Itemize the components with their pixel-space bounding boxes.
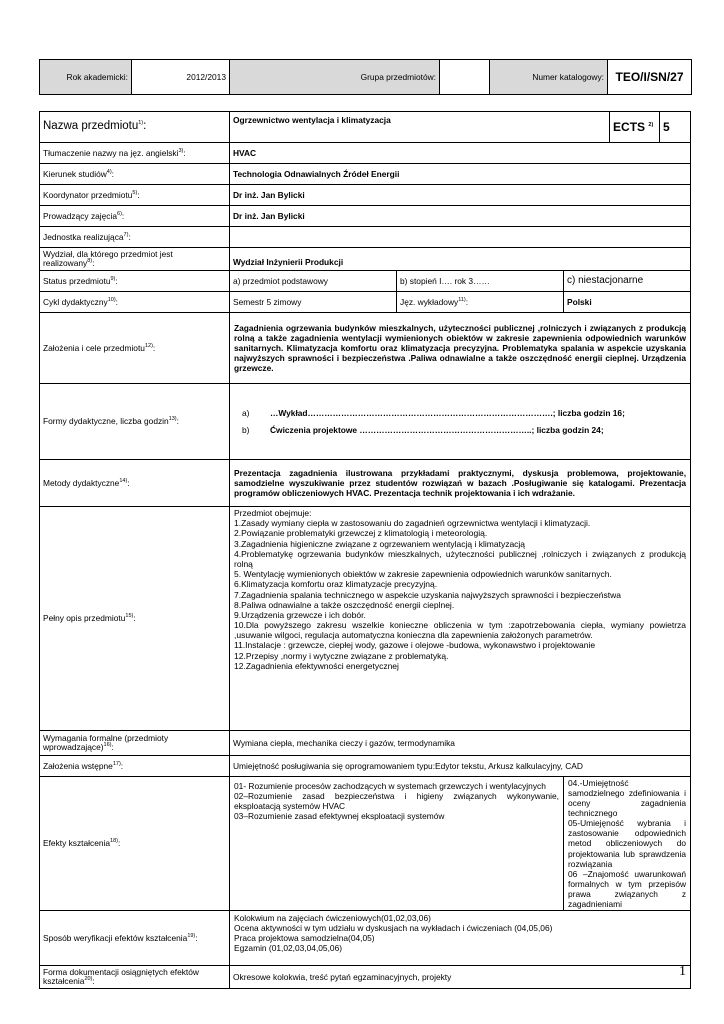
methods-label: Metody dydaktyczne$^{14)}$: (40, 460, 230, 507)
full-description-item: 3.Zagadnienia higieniczne związane z ogrzewaniem wentylacją i klimatyzacją (234, 538, 526, 549)
forms-item-b (234, 425, 686, 435)
status-label: Status przedmiotu$^{9)}$: (40, 271, 230, 292)
coordinator-row (40, 185, 691, 206)
methods-row (40, 460, 691, 507)
course-name-row (40, 112, 691, 143)
full-description-label: Pełny opis przedmiotu$^{15)}$: (40, 507, 230, 731)
teacher-value: Dr inż. Jan Bylicki (230, 206, 691, 227)
full-description-item: 8.Paliwa odnawialne a także oszczędność energii cieplnej. (234, 599, 455, 610)
goals-row (40, 313, 691, 384)
outcomes-label: Efekty kształcenia$^{18)}$: (40, 777, 230, 911)
full-description-intro: Przedmiot obejmuje: (234, 508, 312, 518)
documentation-row (40, 966, 691, 989)
full-description-item: 10.Dla powyższego zakresu wszelkie konieczne obliczenia w tym :zapotrzebowania ciepła, wymiany powietrza ,usuwanie wilgoci, regulacja automatyczna konieczna dla zapewnienia założonych parametrów. (234, 620, 687, 641)
verification-item: Praca projektowa samodzielna(04,05) (234, 933, 375, 944)
prerequisites-label: Założenia wstępne$^{17)}$: (40, 756, 230, 777)
coordinator-label: Koordynator przedmiotu$^{5)}$: (40, 185, 230, 206)
coordinator-value: Dr inż. Jan Bylicki (230, 185, 691, 206)
field-label: Kierunek studiów$^{4)}$: (40, 164, 230, 185)
cycle-row (40, 292, 691, 313)
field-value: Technologia Odnawialnych Źródeł Energii (230, 164, 691, 185)
catalog-number-label: Numer katalogowy: (490, 60, 608, 95)
cycle-value: Semestr 5 zimowy (230, 292, 397, 313)
full-description-item: 11.Instalacje : grzewcze, ciepłej wody, gazowe i olejowe -budowa, wykonawstwo i projektowanie (234, 640, 596, 651)
status-mode: c) niestacjonarne (564, 271, 691, 292)
goals-label: Założenia i cele przedmiotu$^{12)}$: (40, 313, 230, 384)
forms-item-a (234, 408, 686, 418)
unit-value (230, 227, 691, 248)
outcomes-right-cell (564, 777, 691, 911)
translation-label: Tłumaczenie nazwy na jęz. angielski$^{3)}$: (40, 143, 230, 164)
requirements-value: Wymiana ciepła, mechanika cieczy i gazów, termodynamika (230, 731, 691, 756)
full-description-row (40, 507, 691, 731)
methods-text: Prezentacja zagadnienia ilustrowana przykładami praktycznymi, dyskusja problemowa, projektowanie, samodzielne wyszukiwanie przez studentów rozwiązań w bazach .Posługiwanie się katalogami. Prezentacja programów obliczeniowych HVAC. Prezentacja technik projektowania i ich wdrażanie. (230, 460, 691, 507)
documentation-value: Okresowe kolokwia, treść pytań egzaminacyjnych, projekty (230, 966, 691, 989)
full-description-item: 2.Powiązanie problematyki grzewczej z klimatologią i meteorologią. (234, 528, 488, 539)
page-number: 1 (679, 964, 686, 979)
status-basic: a) przedmiot podstawowy (230, 271, 397, 292)
verification-item: Kolokwium na zajęciach ćwiczeniowych(01,02,03,06) (234, 913, 431, 924)
outcome-item: 06 –Znajomość uwarunkowań formalnych w tym przepisów prawa związanych z zagadnieniami (568, 868, 687, 909)
status-row (40, 271, 691, 292)
prerequisites-value: Umiejętność posługiwania się oprogramowaniem typu:Edytor tekstu, Arkusz kalkulacyjny, CAD (230, 756, 691, 777)
faculty-row (40, 248, 691, 271)
documentation-label: Forma dokumentacji osiągniętych efektów kształcenia$^{20)}$: (40, 966, 230, 989)
prerequisites-row (40, 756, 691, 777)
forms-row (40, 384, 691, 460)
verification-list (234, 913, 686, 953)
full-description-item: 9.Urządzenia grzewcze i ich dobór. (234, 609, 366, 620)
outcomes-left-cell (230, 777, 564, 911)
full-description-cell (230, 507, 691, 731)
academic-year-label: Rok akademicki: (40, 60, 132, 95)
course-group-value (440, 60, 490, 95)
faculty-label: Wydział, dla którego przedmiot jest realizowany$^{8)}$: (40, 248, 230, 271)
unit-label: Jednostka realizująca$^{7)}$: (40, 227, 230, 248)
status-level: b) stopień I…. rok 3…… (397, 271, 564, 292)
cycle-label: Cykl dydaktyczny$^{10)}$: (40, 292, 230, 313)
verification-item: Ocena aktywności w tym udziału w dyskusjach na wykładach i ćwiczeniach (04,05,06) (234, 923, 553, 934)
outcome-item: 01- Rozumienie procesów zachodzących w systemach grzewczych i wentylacyjnych (234, 781, 546, 791)
language-value: Polski (564, 292, 691, 313)
translation-value: HVAC (230, 143, 691, 164)
forms-item-a-marker: a) (242, 408, 250, 419)
unit-row (40, 227, 691, 248)
full-description-item: 4.Problematykę ogrzewania budynków mieszkalnych, użyteczności publicznej ,rolniczych i związanych z produkcją rolną (234, 548, 687, 569)
forms-label: Formy dydaktyczne, liczba godzin$^{13)}$: (40, 384, 230, 460)
outcomes-row (40, 777, 691, 911)
verification-cell (230, 911, 691, 966)
outcome-item: 04.-Umiejętność samodzielnego zdefiniowania i oceny zagadnienia technicznego (568, 778, 687, 819)
outcome-item: 05-Umiejęność wybrania i zastosowanie odpowiednich metod obliczeniowych do projektowania lub sprawdzenia rozwiązania (568, 818, 687, 869)
full-description-item: 12.Przepisy ,normy i wytyczne związane z problematyką. (234, 650, 449, 661)
forms-cell (230, 384, 691, 460)
full-description-item: 1.Zasady wymiany ciepła w zastosowaniu do zagadnień ogrzewnictwa wentylacji i klimatyzacji. (234, 518, 591, 529)
course-name-value: Ogrzewnictwo wentylacja i klimatyzacja (230, 112, 610, 143)
course-group-label: Grupa przedmiotów: (230, 60, 440, 95)
outcome-item: 02–Rozumienie zasad bezpieczeństwa i higieny związanych wykonywanie, eksploatacją systemów HVAC (234, 791, 559, 812)
forms-item-b-marker: b) (242, 424, 250, 435)
course-name-label: Nazwa przedmiotu$^{1)}$: (40, 112, 230, 143)
academic-year-value: 2012/2013 (132, 60, 230, 95)
translation-row (40, 143, 691, 164)
forms-item-a-text: …Wykład…………………………………………………………………………….; liczba godzin 16; (270, 408, 625, 419)
full-description-item: 6.Klimatyzacja komfortu oraz klimatyzacje precyzyjną. (234, 579, 438, 590)
verification-row (40, 911, 691, 966)
goals-text: Zagadnienia ogrzewania budynków mieszkalnych, użyteczności publicznej ,rolniczych i związanych z produkcją rolną a także zagadnienia wentylacji wymienionych obiektów w zakresie zapewnienia odpowiednich warunków sanitarnych. Klimatyzacja komfortu oraz klimatyzacja precyzyjna. Problematyka spalania w aspekcie uzyskania najwyższych sprawności i bezpieczeństwa .Paliwa odnawialne a także oszczędność energii cieplnej. Urządzenia grzewcze. (230, 313, 691, 384)
teacher-row (40, 206, 691, 227)
outcomes-right-list (568, 778, 686, 909)
verification-label: Sposób weryfikacji efektów kształcenia$^{19)}$: (40, 911, 230, 966)
outcomes-left-list (234, 781, 559, 821)
teacher-label: Prowadzący zajęcia$^{6)}$: (40, 206, 230, 227)
course-card-table (39, 111, 691, 989)
ects-value: 5 (660, 112, 691, 143)
faculty-value: Wydział Inżynierii Produkcji (230, 248, 691, 271)
requirements-label: Wymagania formalne (przedmioty wprowadzające)$^{16)}$: (40, 731, 230, 756)
ects-label: ECTS $^{2)}$ (610, 112, 660, 143)
catalog-number-value: TEO/I/SN/27 (608, 60, 692, 95)
full-description-item: 12.Zagadnienia efektywności energetycznej (234, 660, 399, 671)
full-description-item: 5. Wentylację wymienionych obiektów w zakresie zapewnienia odpowiednich warunków sanitarnych. (234, 569, 612, 580)
full-description-list (234, 518, 686, 671)
forms-item-b-text: Ćwiczenia projektowe ……………………………………………………..; liczba godzin 24; (270, 424, 604, 435)
full-description-item: 7.Zagadnienia spalania technicznego w aspekcie uzyskania najwyższych sprawności i bezpieczeństwa (234, 589, 621, 600)
outcome-item: 03–Rozumienie zasad efektywnej eksploatacji systemów (234, 811, 445, 822)
language-label: Jęz. wykładowy$^{11)}$: (397, 292, 564, 313)
field-row (40, 164, 691, 185)
requirements-row (40, 731, 691, 756)
verification-item: Egzamin (01,02,03,04,05,06) (234, 943, 343, 954)
header-table (39, 59, 692, 95)
